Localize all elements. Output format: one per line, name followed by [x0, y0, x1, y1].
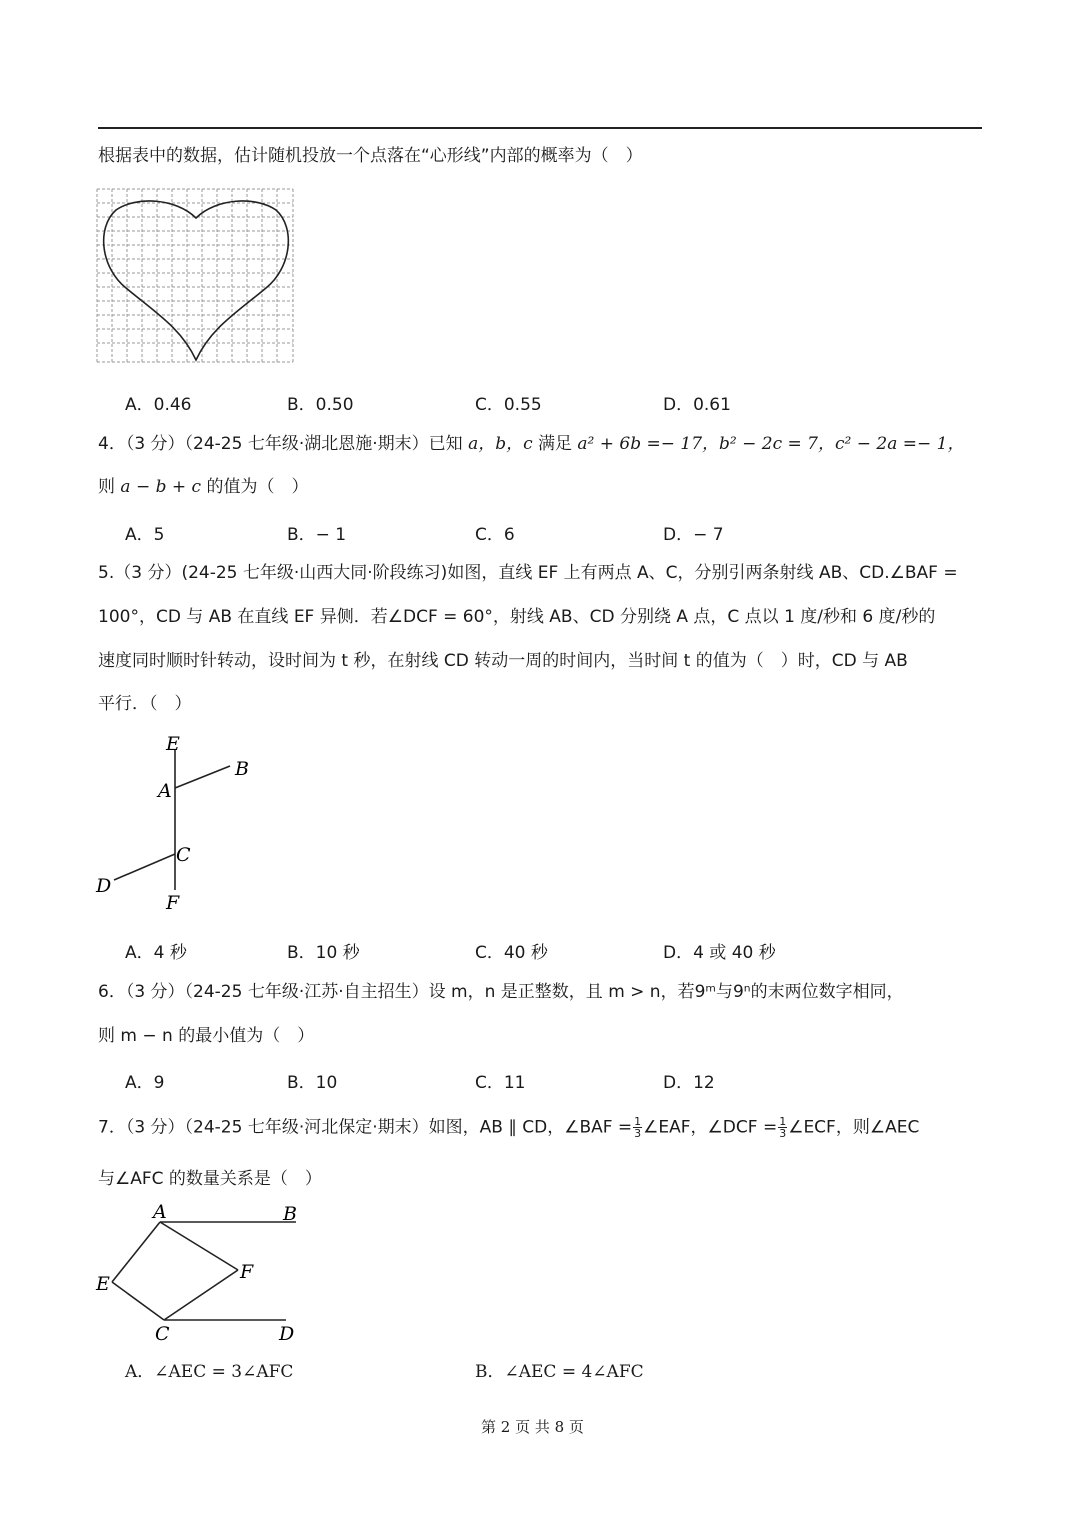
label-f: F: [166, 892, 180, 914]
q3-option-a: A．0.46: [125, 395, 192, 415]
q7-frac2-num: 1: [779, 1115, 787, 1128]
header-rule: [98, 127, 982, 129]
q4-option-a: A．5: [125, 525, 165, 545]
segment-ec: [112, 1282, 164, 1320]
q5-line4: 平行．（ ）: [98, 694, 192, 714]
q4-line2-prefix: 则: [98, 477, 115, 497]
q7-frac2-den: 3: [779, 1127, 787, 1140]
q4-option-c: C．6: [475, 525, 515, 545]
q4-line1: [98, 433, 964, 455]
q4-prefix: 4．（3 分）（24-25 七年级·湖北恩施·期末）已知: [98, 434, 463, 454]
intro-text: 根据表中的数据，估计随机投放一个点落在“心形线”内部的概率为（ ）: [98, 146, 643, 166]
q7-line1: [98, 1116, 919, 1139]
q7-line2: 与∠AFC 的数量关系是（ ）: [98, 1169, 322, 1189]
q5-option-c: C．40 秒: [475, 943, 548, 963]
q6-line1: 6．（3 分）（24-25 七年级·江苏·自主招生）设 m，n 是正整数，且 m > n，若9ᵐ与9ⁿ的末两位数字相同，: [98, 982, 904, 1002]
label-a: A: [153, 1201, 167, 1223]
q5-line2: 100°，CD 与 AB 在直线 EF 异侧．若∠DCF = 60°，射线 AB、CD 分别绕 A 点，C 点以 1 度/秒和 6 度/秒的: [98, 607, 936, 627]
grid: [97, 189, 293, 362]
q4-option-d: D．− 7: [663, 525, 724, 545]
segment-ae: [112, 1222, 160, 1282]
q5-option-a: A．4 秒: [125, 943, 187, 963]
segment-af: [160, 1222, 238, 1270]
q4-option-b: B．− 1: [287, 525, 347, 545]
label-b: B: [283, 1203, 297, 1225]
q4-expression: a − b + c: [120, 477, 202, 497]
label-f: F: [240, 1261, 254, 1283]
q3-option-c: C．0.55: [475, 395, 542, 415]
q6-option-b: B．10: [287, 1073, 338, 1093]
q5-line1: 5.（3 分）(24-25 七年级·山西大同·阶段练习)如图，直线 EF 上有两点 A、C，分别引两条射线 AB、CD.∠BAF =: [98, 563, 958, 583]
q7-line1-c: ∠ECF，则∠AEC: [788, 1117, 920, 1138]
page-footer: 第 2 页 共 8 页: [481, 1418, 584, 1436]
q6-line2: 则 m − n 的最小值为（ ）: [98, 1026, 315, 1046]
heart-figure: [96, 188, 298, 366]
label-c: C: [155, 1323, 170, 1345]
label-d: D: [279, 1323, 295, 1345]
q6-option-a: A．9: [125, 1073, 165, 1093]
q7-option-b: B．∠AEC = 4∠AFC: [475, 1362, 644, 1382]
q5-option-d: D．4 或 40 秒: [663, 943, 776, 963]
q7-fraction-2: [778, 1116, 787, 1139]
label-e: E: [166, 733, 180, 755]
q4-mid: 满足: [538, 434, 573, 454]
q4-line2-suffix: 的值为（ ）: [206, 477, 309, 497]
label-a: A: [158, 780, 172, 802]
q3-option-b: B．0.50: [287, 395, 354, 415]
q5-option-b: B．10 秒: [287, 943, 360, 963]
label-c: C: [176, 844, 191, 866]
heart-curve: [104, 201, 289, 360]
label-b: B: [235, 758, 249, 780]
ray-cd: [114, 854, 175, 880]
q4-vars: a，b，c: [468, 434, 533, 454]
q6-option-d: D．12: [663, 1073, 715, 1093]
q5-line3: 速度同时顺时针转动，设时间为 t 秒，在射线 CD 转动一周的时间内，当时间 t 的值为（ ）时，CD 与 AB: [98, 651, 908, 671]
q7-fraction-1: [633, 1116, 642, 1139]
q7-frac1-num: 1: [634, 1115, 642, 1128]
q7-option-a: A．∠AEC = 3∠AFC: [125, 1362, 294, 1382]
label-e: E: [96, 1273, 110, 1295]
q7-line1-a: 7．（3 分）（24-25 七年级·河北保定·期末）如图，AB ∥ CD，∠BAF =: [98, 1117, 633, 1138]
q4-line2: [98, 476, 308, 498]
q7-frac1-den: 3: [634, 1127, 642, 1140]
q3-option-d: D．0.61: [663, 395, 731, 415]
q4-equations: a² + 6b =− 17，b² − 2c = 7，c² − 2a =− 1，: [577, 434, 965, 454]
q7-figure: [92, 1200, 307, 1348]
q5-figure: [92, 728, 262, 918]
label-d: D: [96, 875, 112, 897]
ray-ab: [175, 766, 230, 788]
q6-option-c: C．11: [475, 1073, 526, 1093]
q7-line1-b: ∠EAF，∠DCF =: [643, 1117, 778, 1138]
segment-fc: [164, 1270, 238, 1320]
